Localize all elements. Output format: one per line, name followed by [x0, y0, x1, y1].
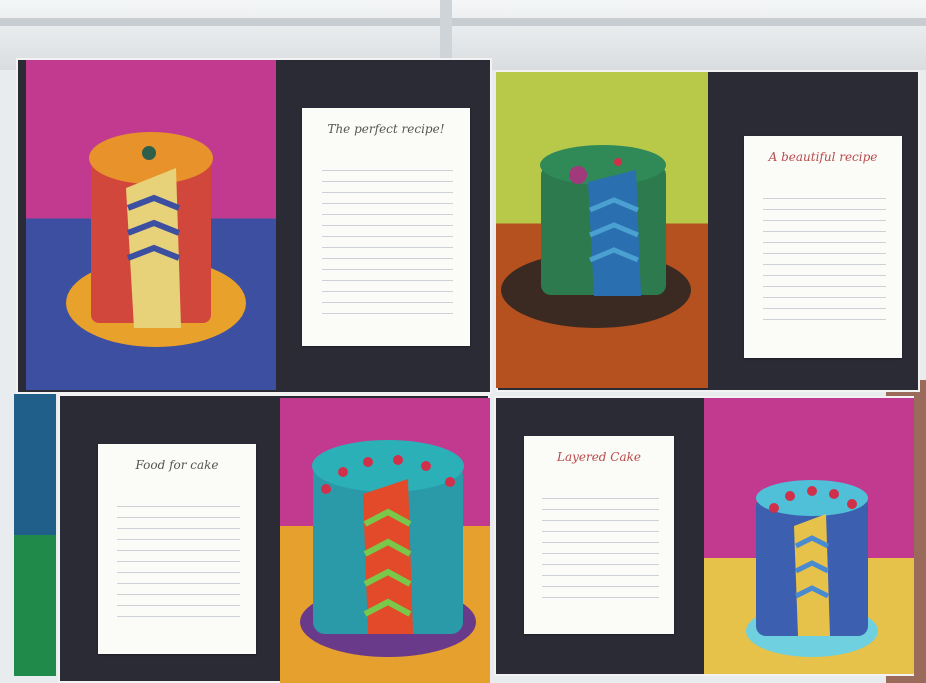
recipe-title: Food for cake: [135, 458, 219, 472]
artwork-top-right: [496, 70, 920, 392]
cake-decoration: [142, 146, 156, 160]
recipe-lines: [322, 160, 453, 316]
cake-decoration: [614, 158, 622, 166]
cake-dot: [421, 461, 431, 471]
recipe-lines: [542, 488, 659, 604]
recipe-sheet: [744, 136, 902, 358]
window-rail: [0, 18, 926, 26]
cake-dot: [785, 491, 795, 501]
recipe-title: The perfect recipe!: [327, 122, 445, 136]
cake-dot: [847, 499, 857, 509]
recipe-lines: [117, 496, 240, 624]
recipe-title: Layered Cake: [556, 450, 642, 464]
cake-dot: [338, 467, 348, 477]
recipe-sheet: [524, 436, 674, 634]
cake-dot: [321, 484, 331, 494]
cake-dot: [393, 455, 403, 465]
artwork-edge-left: [14, 394, 56, 676]
cake-dot: [363, 457, 373, 467]
recipe-sheet: [98, 444, 256, 654]
artwork-top-left: [16, 58, 492, 394]
cake-dot: [769, 503, 779, 513]
cake-dot: [807, 486, 817, 496]
cake-dot: [445, 477, 455, 487]
cake-decoration: [569, 166, 587, 184]
cake-top: [312, 440, 464, 492]
artwork-bottom-left: [58, 394, 490, 683]
recipe-title: A beautiful recipe: [768, 150, 878, 164]
recipe-lines: [763, 188, 886, 328]
artwork-bottom-right: [494, 396, 914, 676]
cake-dot: [829, 489, 839, 499]
cake-slice-cut: [794, 514, 830, 636]
recipe-sheet: [302, 108, 470, 346]
